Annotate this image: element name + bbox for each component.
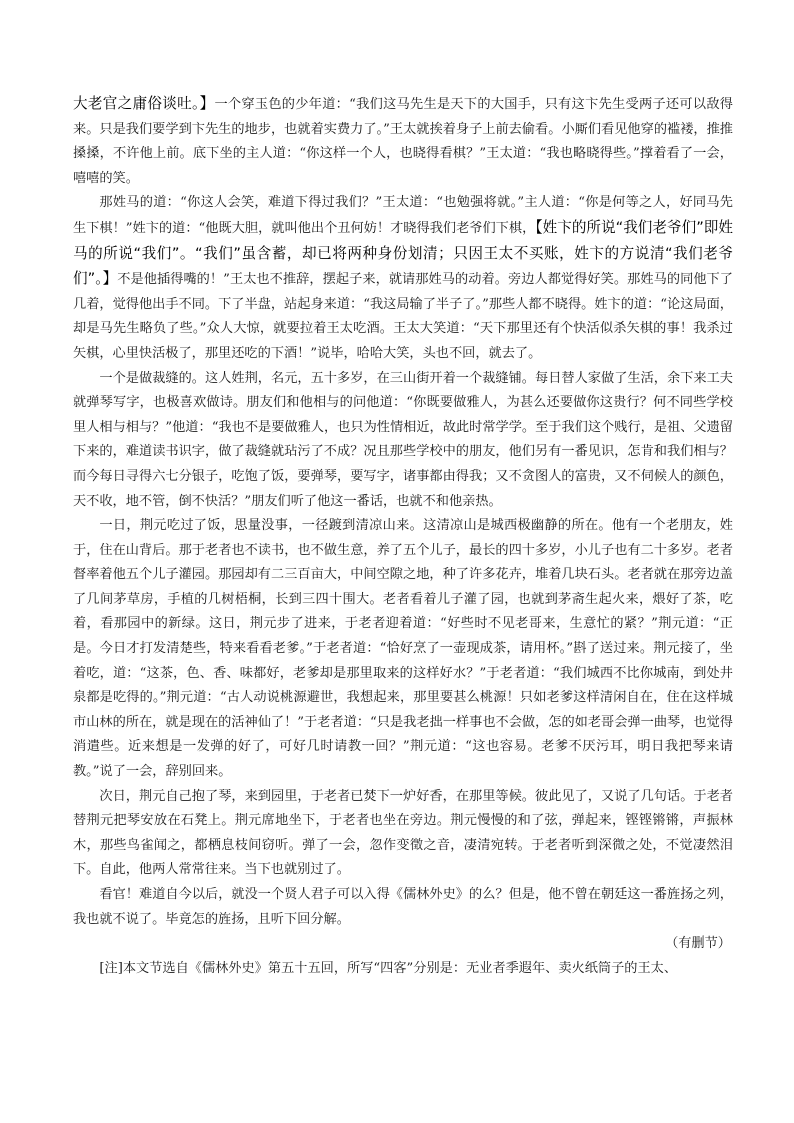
paragraph-2 xyxy=(73,191,733,366)
document-page xyxy=(73,92,733,981)
annotation-text: 【姓卞的所说“我们老爷们”即姓马的所说“我们”。“我们”虽含蓄，却已将两种身份划清；只因王太不买账，姓卞的方说清“我们老爷们”。】 xyxy=(73,218,734,288)
body-text: 不是他插得嘴的！”王太也不推辞，摆起子来，就请那姓马的动着。旁边人都觉得好笑。那姓马的同他下了几着，觉得他出手不同。下了半盘，站起身来道：“我这局输了半子了。”那些人都不晓得。姓卞的道：“论这局面，却是马先生略负了些。”众人大惊，就要拉着王太吃酒。王太大笑道：“天下那里还有个快活似杀矢棋的事！我杀过矢棋，心里快活极了，那里还吃的下酒！”说毕，哈哈大笑，头也不回，就去了。 xyxy=(73,272,733,361)
footnote: [注]本文节选自《儒林外史》第五十五回，所写“四客”分别是：无业者季遐年、卖火纸筒子的王太、 xyxy=(99,960,678,976)
paragraph-5: 次日，荆元自己抱了琴，来到园里，于老者已焚下一炉好香，在那里等候。彼此见了，又说了几句话。于老者替荆元把琴安放在石凳上。荆元席地坐下，于老者也坐在旁边。荆元慢慢的和了弦，弹起来，铿铿锵锵，声振林木，那些鸟雀闻之，都栖息枝间窃听。弹了一会，忽作变徵之音，凄清宛转。于老者听到深微之处，不觉凄然泪下。自此，他两人常常往来。当下也就别过了。 xyxy=(73,788,733,878)
paragraph-3: 一个是做裁缝的。这人姓荆，名元，五十多岁，在三山街开着一个裁缝铺。每日替人家做了生活，余下来工夫就弹琴写字，也极喜欢做诗。朋友们和他相与的问他道：“你既要做雅人，为甚么还要做你这贵行？何不同些学校里人相与相与？”他道：“我也不是要做雅人，也只为性情相近，故此时常学学。至于我们这个贱行，是祖、父遗留下来的，难道读书识字，做了裁缝就玷污了不成？况且那些学校中的朋友，他们另有一番见识，怎肯和我们相与？而今每日寻得六七分银子，吃饱了饭，要弹琴，要写字，诸事都由得我；又不贪图人的富贵，又不伺候人的颜色，天不收，地不管，倒不快活？”朋友们听了他这一番话，也就不和他亲热。 xyxy=(73,370,733,509)
paragraph-1 xyxy=(73,92,733,191)
body-text: 一个穿玉色的少年道：“我们这马先生是天下的大国手，只有这卞先生受两子还可以敌得来。只是我们要学到卞先生的地步，也就着实费力了。”王太就挨着身子上前去偷看。小厮们看见他穿的褴褛，推推搡搡，不许他上前。底下坐的主人道：“你这样一个人，也晓得看棋？”王太道：“我也略晓得些。”撑着看了一会，嘻嘻的笑。 xyxy=(73,97,733,186)
paragraph-6: 看官！难道自今以后，就没一个贤人君子可以入得《儒林外史》的么？但是，他不曾在朝廷这一番旌扬之列，我也就不说了。毕竟怎的旌扬，且听下回分解。 xyxy=(73,887,733,927)
paragraph-4: 一日，荆元吃过了饭，思量没事，一径踱到清凉山来。这清凉山是城西极幽静的所在。他有一个老朋友，姓于，住在山背后。那于老者也不读书，也不做生意，养了五个儿子，最长的四十多岁，小儿子也有二十多岁。老者督率着他五个儿子灌园。那园却有二三百亩大，中间空隙之地，种了许多花卉，堆着几块石头。老者就在那旁边盖了几间茅草房，手植的几树梧桐，长到三四十围大。老者看着儿子灌了园，也就到茅斋生起火来，煨好了茶，吃着，看那园中的新绿。这日，荆元步了进来，于老者迎着道：“好些时不见老哥来，生意忙的紧？”荆元道：“正是。今日才打发清楚些，特来看看老爹。”于老者道：“恰好烹了一壶现成茶，请用杯。”斟了送过来。荆元接了，坐着吃，道：“这茶，色、香、味都好，老爹却是那里取来的这样好水？”于老者道：“我们城西不比你城南，到处井泉都是吃得的。”荆元道：“古人动说桃源避世，我想起来，那里要甚么桃源！只如老爹这样清闲自在，住在这样城市山林的所在，就是现在的活神仙了！”于老者道：“只是我老拙一样事也不会做，怎的如老哥会弹一曲琴，也觉得消遣些。近来想是一发弹的好了，可好几时请教一回？”荆元道：“这也容易。老爹不厌污耳，明日我把琴来请教。”说了一会，辞别回来。 xyxy=(73,518,733,780)
abridged-note: （有删节） xyxy=(665,936,731,952)
annotation-text: 大老官之庸俗谈吐。】 xyxy=(73,95,215,112)
body-text: 那姓马的道：“你这人会笑，难道下得过我们？”王太道：“也勉强将就。”主人道：“你是何等之人，好同马先生下棋！”姓卞的道：“他既大胆，就叫他出个丑何妨！才晓得我们老爷们下棋， xyxy=(73,195,733,236)
